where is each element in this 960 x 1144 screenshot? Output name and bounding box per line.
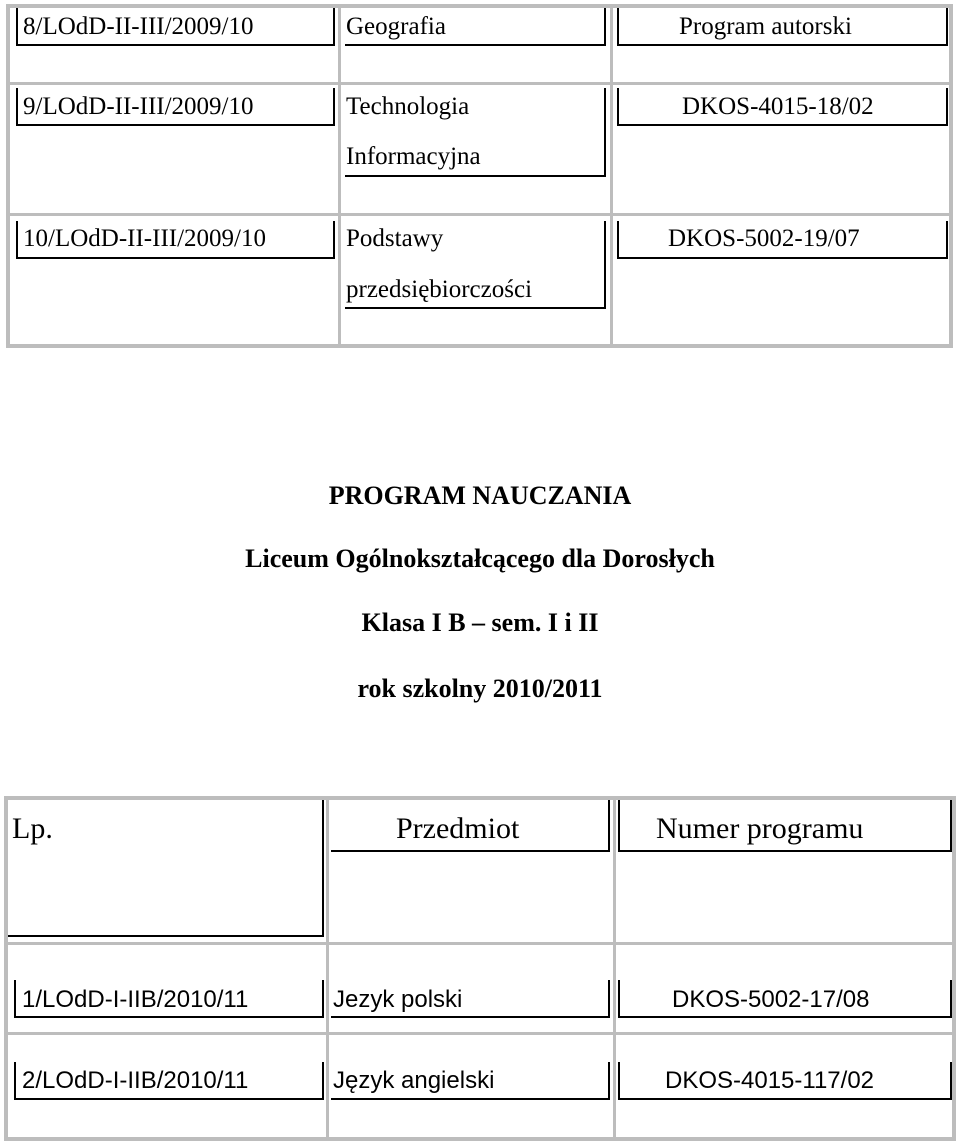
cell-lp: 10/LOdD-II-III/2009/10 (23, 225, 266, 252)
cell-subject-line1: Technologia (346, 93, 470, 120)
cell-program: DKOS-4015-18/02 (682, 93, 874, 120)
cell-subject: Język angielski (333, 1067, 495, 1094)
cell-lp: 1/LOdD-I-IIB/2010/11 (22, 986, 249, 1013)
heading-title: PROGRAM NAUCZANIA (328, 481, 632, 510)
heading-school: Liceum Ogólnokształcącego dla Dorosłych (245, 544, 715, 573)
header-lp: Lp. (12, 812, 53, 845)
cell-subject-line2: Informacyjna (346, 143, 481, 170)
cell-lp: 8/LOdD-II-III/2009/10 (23, 13, 254, 40)
header-program: Numer programu (656, 812, 864, 845)
cell-lp: 2/LOdD-I-IIB/2010/11 (22, 1067, 249, 1094)
cell-subject-line2: przedsiębiorczości (346, 276, 533, 303)
heading-year: rok szkolny 2010/2011 (357, 674, 603, 703)
cell-program: DKOS-5002-19/07 (668, 225, 860, 252)
cell-lp: 9/LOdD-II-III/2009/10 (23, 93, 254, 120)
cell-program: DKOS-4015-117/02 (665, 1067, 875, 1094)
cell-subject: Jezyk polski (333, 986, 463, 1013)
cell-program: Program autorski (679, 13, 852, 40)
header-subject: Przedmiot (396, 812, 520, 845)
cell-program: DKOS-5002-17/08 (672, 986, 870, 1013)
heading-class: Klasa I B – sem. I i II (361, 608, 599, 637)
cell-subject: Geografia (346, 13, 446, 40)
cell-subject-line1: Podstawy (346, 225, 444, 252)
